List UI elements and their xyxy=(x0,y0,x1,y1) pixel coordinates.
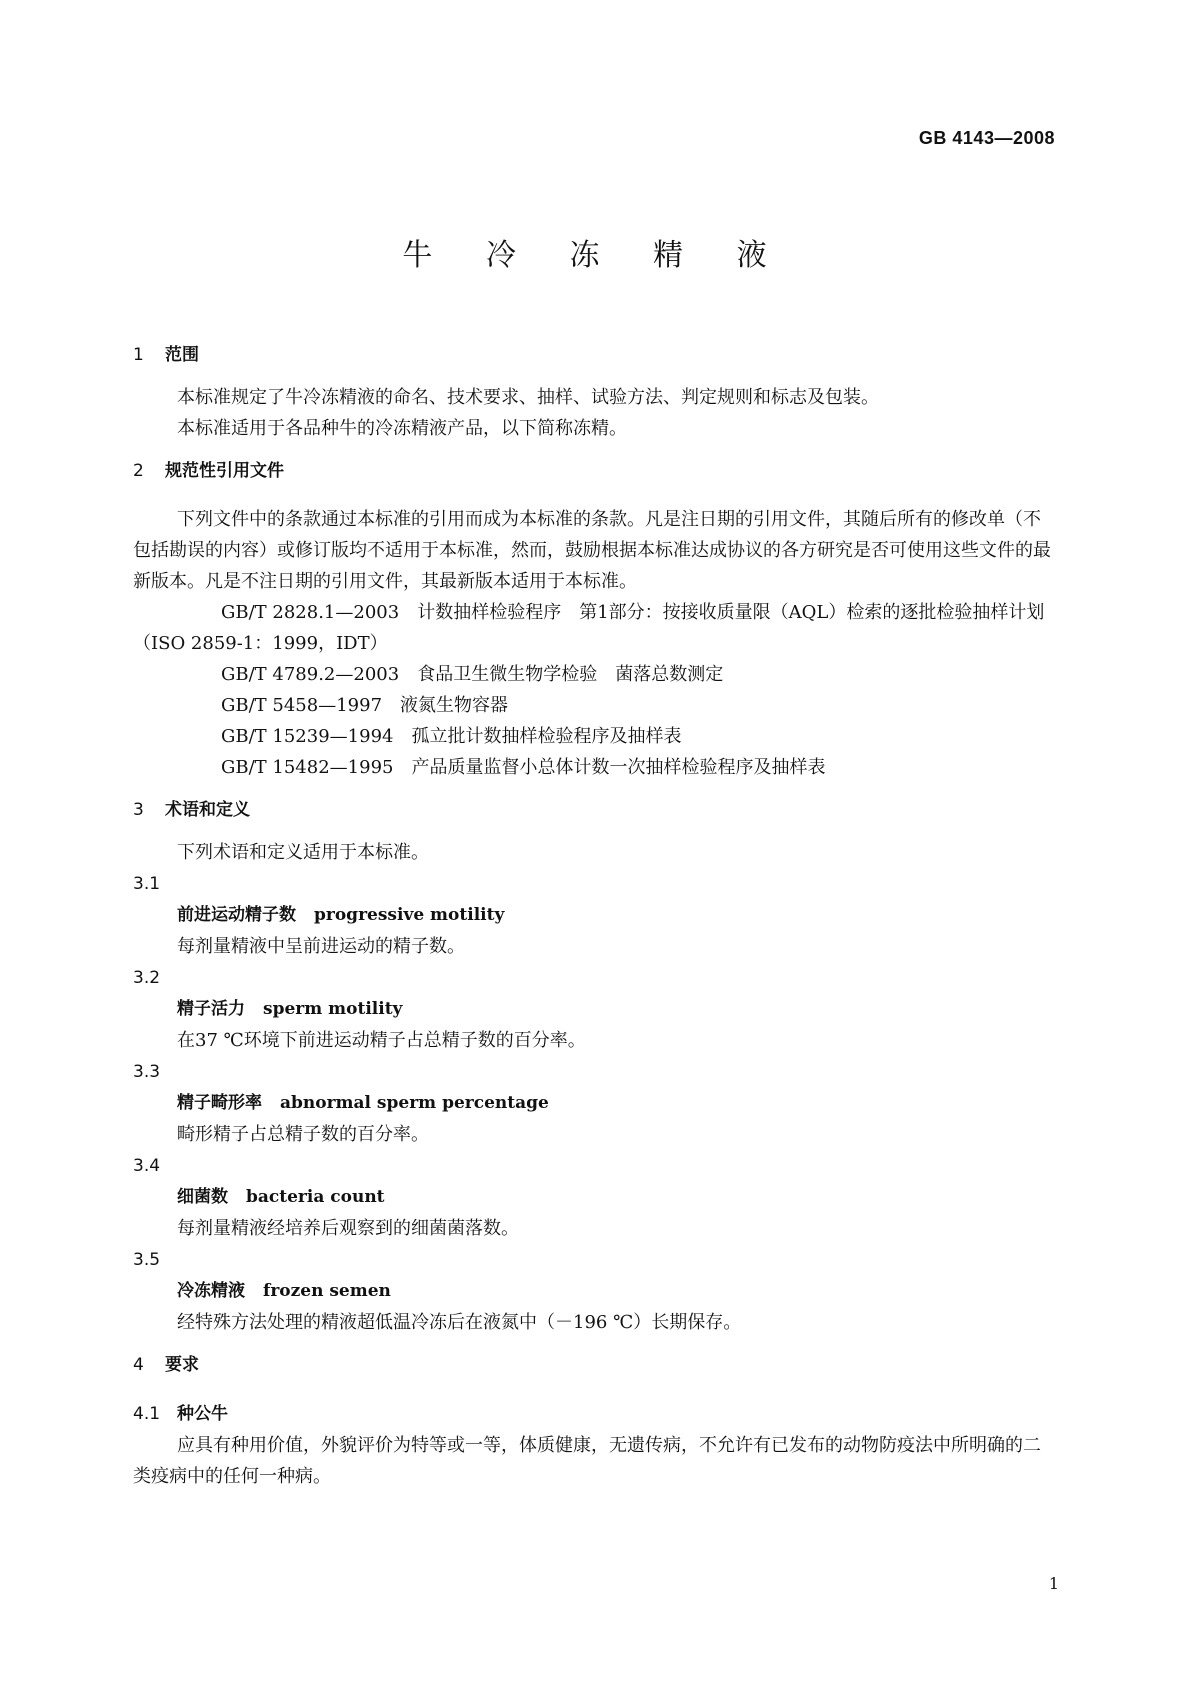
term-definition: 经特殊方法处理的精液超低温冷冻后在液氮中（－196 ℃）长期保存。 xyxy=(177,1312,742,1333)
paragraph: 应具有种用价值，外貌评价为特等或一等，体质健康，无遗传病，不允许有已发布的动物防疫法中所明确的二类疫病中的任何一种病。 xyxy=(133,1435,1041,1487)
reference-item: GB/T 15482—1995 产品质量监督小总体计数一次抽样检验程序及抽样表 xyxy=(221,757,826,778)
term-heading: 精子活力 sperm motility xyxy=(177,999,403,1019)
document-title: 牛 冷 冻 精 液 xyxy=(402,238,789,273)
paragraph: 下列术语和定义适用于本标准。 xyxy=(177,842,429,863)
term-definition: 每剂量精液中呈前进运动的精子数。 xyxy=(177,936,465,957)
reference-item: GB/T 15239—1994 孤立批计数抽样检验程序及抽样表 xyxy=(221,726,682,747)
section-heading-1: 1 范围 xyxy=(133,345,199,365)
document-body xyxy=(133,338,1058,1492)
paragraph: 本标准适用于各品种牛的冷冻精液产品，以下简称冻精。 xyxy=(177,418,627,439)
section-heading-3: 3 术语和定义 xyxy=(133,800,250,820)
term-number: 3.3 xyxy=(133,1062,161,1082)
reference-item: GB/T 4789.2—2003 食品卫生微生物学检验 菌落总数测定 xyxy=(221,664,724,685)
term-heading: 精子畸形率 abnormal sperm percentage xyxy=(177,1093,549,1113)
subsection-heading-4-1: 4.1 种公牛 xyxy=(133,1404,228,1424)
term-number: 3.1 xyxy=(133,874,161,894)
term-heading: 冷冻精液 frozen semen xyxy=(177,1281,391,1301)
term-number: 3.5 xyxy=(133,1250,161,1270)
reference-item: GB/T 5458—1997 液氮生物容器 xyxy=(221,695,509,716)
paragraph: 本标准规定了牛冷冻精液的命名、技术要求、抽样、试验方法、判定规则和标志及包装。 xyxy=(177,387,879,408)
term-definition: 每剂量精液经培养后观察到的细菌菌落数。 xyxy=(177,1218,519,1239)
section-heading-4: 4 要求 xyxy=(133,1355,199,1375)
term-heading: 细菌数 bacteria count xyxy=(177,1187,385,1207)
page-number: 1 xyxy=(1048,1574,1059,1593)
section-heading-2: 2 规范性引用文件 xyxy=(133,461,284,481)
term-number: 3.2 xyxy=(133,968,161,988)
term-definition: 畸形精子占总精子数的百分率。 xyxy=(177,1124,429,1145)
term-number: 3.4 xyxy=(133,1156,161,1176)
term-heading: 前进运动精子数 progressive motility xyxy=(177,905,505,925)
paragraph: 下列文件中的条款通过本标准的引用而成为本标准的条款。凡是注日期的引用文件，其随后所有的修改单（不包括勘误的内容）或修订版均不适用于本标准，然而，鼓励根据本标准达成协议的各方研究是否可使用这些文件的最新版本。凡是不注日期的引用文件，其最新版本适用于本标准。 xyxy=(133,509,1051,592)
reference-item: GB/T 2828.1—2003 计数抽样检验程序 第1部分：按接收质量限（AQL）检索的逐批检验抽样计划（ISO 2859-1：1999，IDT） xyxy=(133,602,1045,654)
term-definition: 在37 ℃环境下前进运动精子占总精子数的百分率。 xyxy=(177,1030,586,1051)
standard-code: GB 4143—2008 xyxy=(918,128,1055,148)
